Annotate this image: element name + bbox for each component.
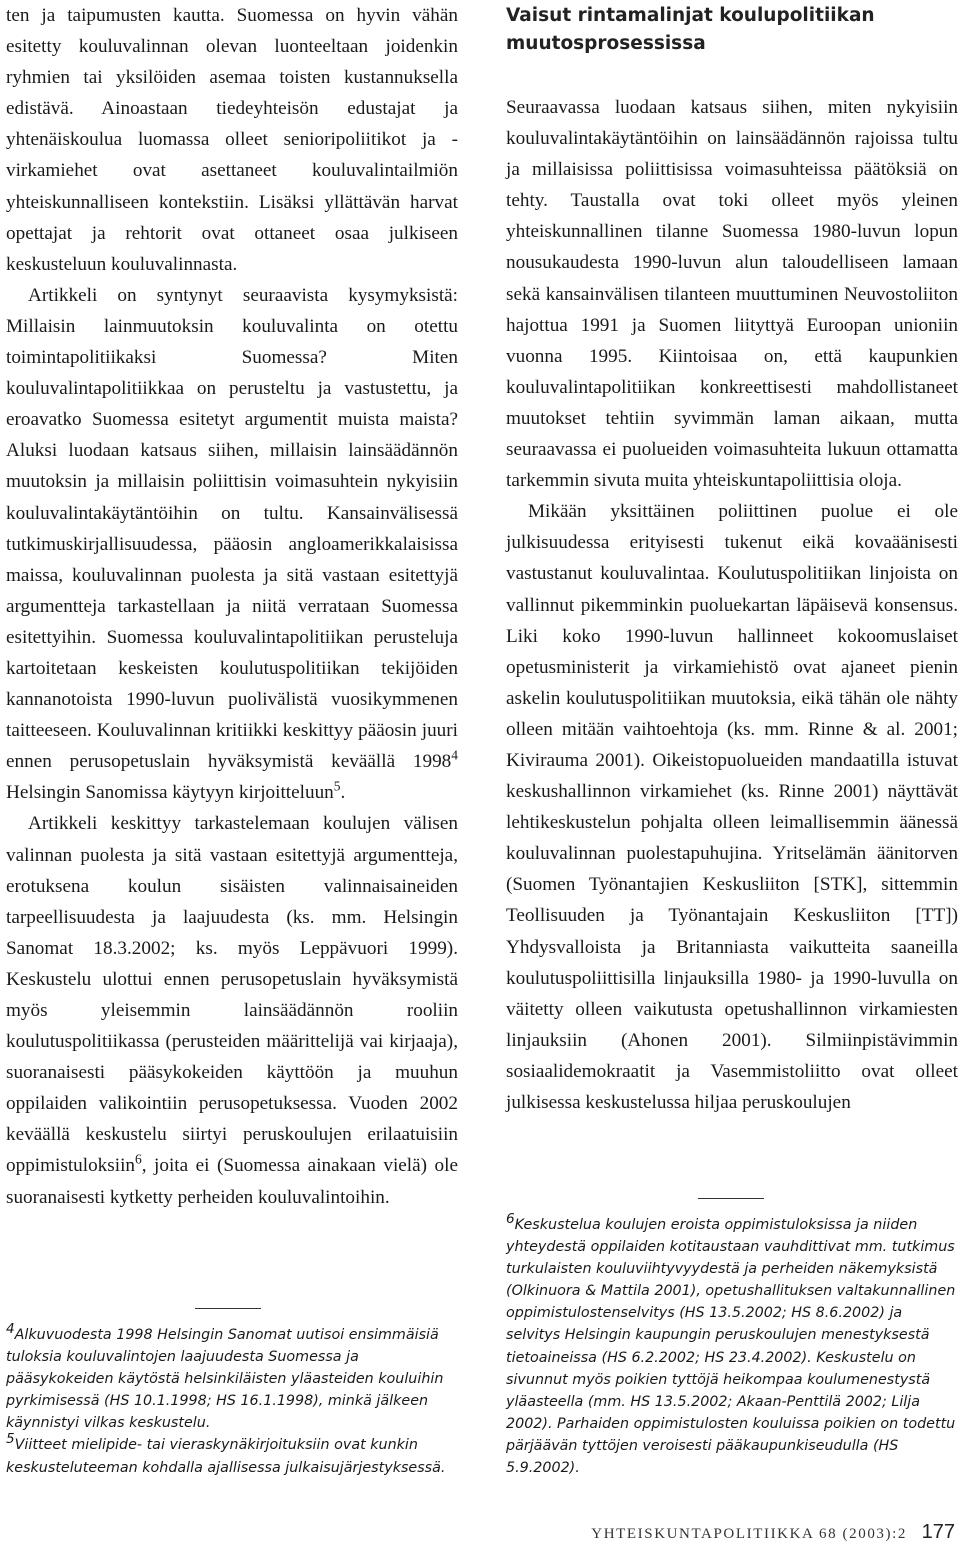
paragraph: [6, 280, 458, 809]
footnote-separator: [698, 1198, 764, 1199]
footnote-ref-6[interactable]: 6: [135, 1152, 142, 1168]
journal-title: YHTEISKUNTAPOLITIIKKA 68 (2003):2: [591, 1526, 907, 1542]
footnote-5: [6, 1431, 456, 1478]
footnote-text: Keskustelua koulujen eroista oppimistuloksissa ja niiden yhteydestä oppilaiden kotitaustaan vauhdittivat mm. tutkimus turkulaisten kouluviihtyvyydestä ja perheiden näkemyksistä (Olkinuora & Mattila 2001), opetushallituksen valtakunnallinen oppimistulostenselvitys (HS 13.5.2002; HS 8.6.2002) ja selvitys Helsingin kaupungin peruskoulujen menestyksestä tietoaineissa (HS 6.2.2002; HS 23.4.2002). Keskustelu on sivunnut myös poikien tyttöjä heikompaa koulumenestystä yläasteella (mm. HS 13.5.2002; Akaan-Penttilä 2002; Lilja 2002). Parhaiden oppimistulosten kouluissa poikien on todettu pärjäävän tyttöjen veroisesti pääkaupunkiseudulla (HS 5.9.2002).: [506, 1217, 956, 1477]
paragraph: Seuraavassa luodaan katsaus siihen, miten nykyisiin kouluvalintakäytäntöihin on lainsäädännön rajoissa tultu ja millaisissa poliittisissa voimasuhteissa päätöksiä on tehty. Taustalla ovat toki olleet myös yleinen yhteiskunnallinen tilanne Suomessa 1980-luvun lopun nousukaudesta 1990-luvun alun taloudelliseen lamaan sekä kansainvälisen tilanteen muuttuminen Neuvostoliiton hajottua 1991 ja Suomen liityttyä Euroopan unioniin vuonna 1995. Kiintoisaa on, että kaupunkien kouluvalintapolitiikan konkreettisesti mahdollistaneet muutokset tehtiin syvimmän laman aikaan, mutta seuraavassa ei puolueiden voimasuhteita lukuun ottamatta tarkemmin sivuta muita yhteiskuntapoliittisia oloja.: [506, 97, 958, 492]
footnote-ref-4[interactable]: 4: [451, 747, 458, 763]
paragraph-text: , joita ei (Suomessa ainakaan vielä) ole suoranaisesti kytketty perheiden kouluvalintoihin.: [6, 1155, 458, 1208]
footnote-number: 4: [6, 1321, 15, 1338]
page-footer: [512, 1518, 957, 1550]
footnote-ref-5[interactable]: 5: [333, 778, 341, 794]
footnotes-left: [6, 1321, 456, 1479]
paragraph: Mikään yksittäinen poliittinen puolue ei ole julkisuudessa erityisesti tukenut eikä kovaäänisesti vastustanut kouluvalintaa. Koulutuspolitiikan linjoista on vallinnut pikemminkin puoluekartan läpäisevä konsensus. Liki koko 1990-luvun hallinneet kokoomuslaiset opetusministerit ja virkamiehistö ovat ajaneet pienin askelin koulutuspolitiikan muutoksia, eikä tähän ole nähty olleen mitään vaihtoehtoja (ks. mm. Rinne & al. 2001; Kivirauma 2001). Oikeistopuolueiden mandaatilla istuvat keskushallinnon virkamiehet (ks. Rinne 2001) näyttävät lehtikeskustelun pohjalta olleen leimallisemmin äänessä kouluvalinnan puolestapuhujina. Yritselämän äänitorven (Suomen Työnantajien Keskusliiton [STK], sittemmin Teollisuuden ja Työnantajain Keskusliiton [TT]) Yhdysvalloista ja Britanniasta vaikutteita saaneilla koulutuspoliittisilla linjauksilla 1980- ja 1990-luvulla on väitetty olleen vaikutusta opetushallinnon virkamiesten linjauksiin (Ahonen 2001). Silmiinpistävimmin sosiaalidemokraatit ja Vasemmistoliitto ovat olleet julkisessa keskustelussa hiljaa peruskoulujen: [506, 501, 958, 1113]
footnote-6: [506, 1211, 956, 1479]
footnotes-right: [506, 1211, 956, 1479]
footnote-separator: [195, 1308, 261, 1309]
paragraph-text: Helsingin Sanomissa käytyyn kirjoitteluun: [6, 782, 334, 804]
footnote-number: 5: [6, 1431, 15, 1448]
footnote-4: [6, 1321, 456, 1434]
footnote-text: Viitteet mielipide- tai vieraskynäkirjoituksiin ovat kunkin keskusteluteeman kohdalla ajallisessa julkaisujärjestyksessä.: [6, 1437, 446, 1476]
paragraph-text: .: [340, 782, 346, 804]
footnote-number: 6: [506, 1211, 515, 1228]
footnote-text: Alkuvuodesta 1998 Helsingin Sanomat uutisoi ensimmäisiä tuloksia kouluvalintojen laajuudesta Suomessa ja pääsykokeiden käytöstä helsinkiläisten yläasteiden kouluihin pyrkimisessä (HS 10.1.1998; HS 16.1.1998), minkä jälkeen käynnistyi vilkas keskustelu.: [6, 1327, 444, 1432]
paragraph-text: Artikkeli keskittyy tarkastelemaan koulujen välisen valinnan puolesta ja sitä vastaan esitettyjä argumentteja, erotuksena koulun sisäisten valinnaisaineiden tarpeellisuudesta ja laajuudesta (ks. mm. Helsingin Sanomat 18.3.2002; ks. myös Leppävuori 1999). Keskustelu ulottui ennen perusopetuslain hyväksymistä myös yleisemmin lainsäädännön rooliin koulutuspolitiikassa (perusteiden määrittelijä vai kirjaaja), suoranaisesti pääsykokeiden käyttöön ja muuhun oppilaiden valikointiin perusopetuksessa. Vuoden 2002 keväällä keskustelu siirtyi peruskoulujen erilaatuisiin oppimistuloksiin: [6, 813, 458, 1177]
left-column: [6, 0, 458, 1213]
page-number: 177: [921, 1521, 955, 1543]
section-heading: Vaisut rintamalinjat koulupolitiikan muutosprosessissa: [506, 5, 875, 54]
paragraph-text: Artikkeli on syntynyt seuraavista kysymyksistä: Millaisin lainmuutoksin kouluvalinta on otettu toimintapolitiikaksi Suomessa? Miten kouluvalintapolitiikkaa on perusteltu ja vastustettu, ja eroavatko Suomessa esitetyt argumentit muista maista? Aluksi luodaan katsaus siihen, millaisin lainsäädännön muutoksin ja millaisin poliittisin voimasuhtein nykyisiin kouluvalintakäytäntöihin on tultu. Kansainvälisessä tutkimuskirjallisuudessa, pääosin angloamerikkalaisissa maissa, kouluvalinnan puolesta ja sitä vastaan esitettyjä argumentteja tarkastellaan ja niitä verrataan Suomessa esitettyihin. Suomessa kouluvalintapolitiikan perusteluja kartoitetaan keskeisten koulutuspolitiikan tekijöiden kannanotoista 1990-luvun puolivälistä vuosikymmenen taitteeseen. Kouluvalinnan kritiikki keskittyy pääosin juuri ennen perusopetuslain hyväksymistä keväällä 1998: [6, 284, 458, 773]
paragraph: ten ja taipumusten kautta. Suomessa on hyvin vähän esitetty kouluvalinnan olevan luonteeltaan joidenkin ryhmien tai yksilöiden asemaa toisten kustannuksella edistävä. Ainoastaan tiedeyhteisön edustajat ja yhtenäiskoulua luomassa olleet senioripoliitikot ja -virkamiehet ovat asettaneet kouluvalintailmiön yhteiskunnalliseen kontekstiin. Lisäksi yllättävän harvat opettajat ja rehtorit ovat ottaneet osaa julkiseen keskusteluun kouluvalinnasta.: [6, 5, 458, 275]
paragraph: [6, 808, 458, 1212]
right-column: [506, 0, 958, 1118]
